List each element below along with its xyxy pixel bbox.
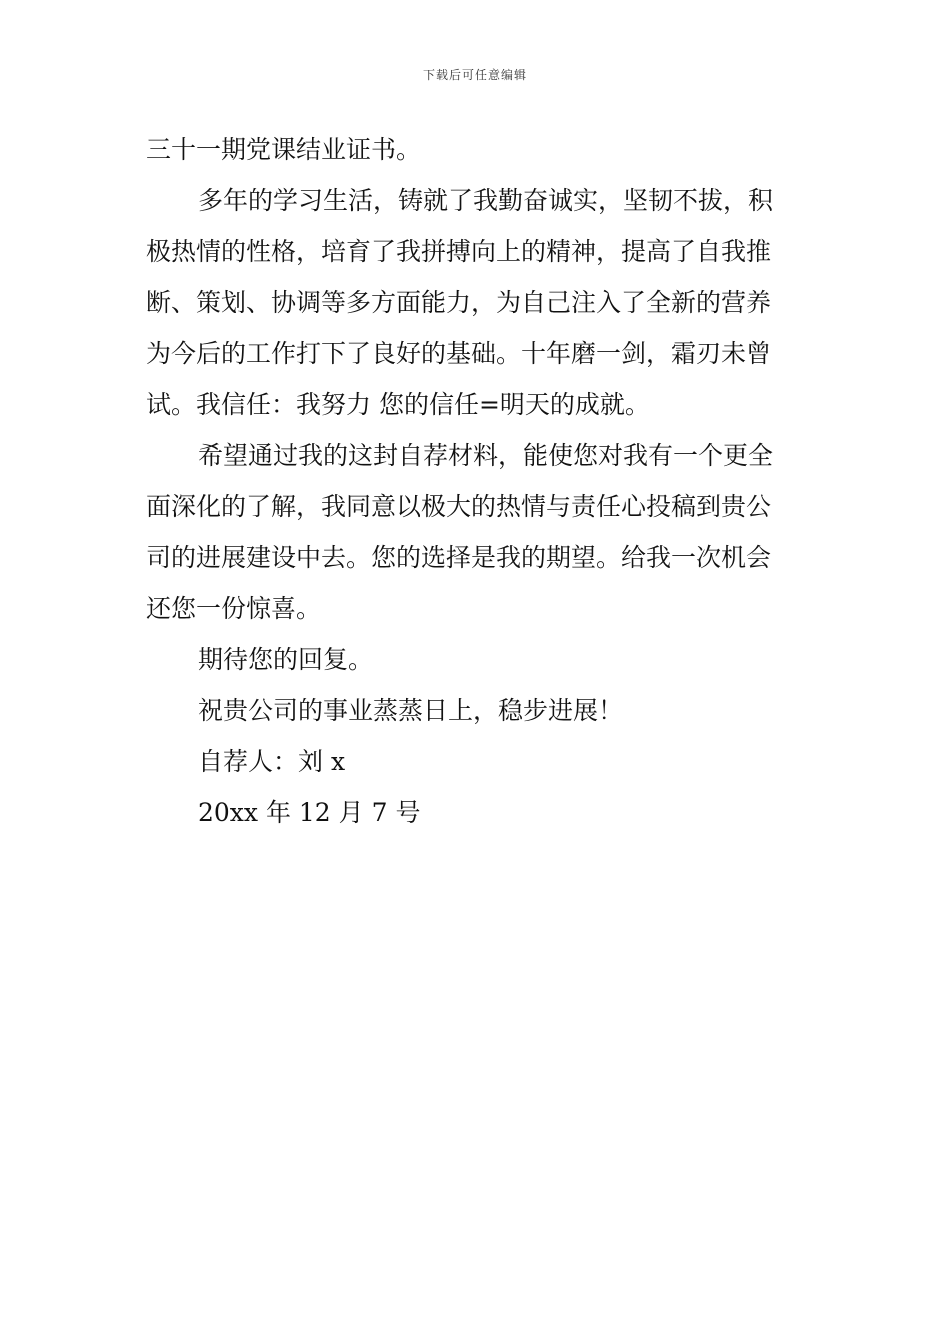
text-line: 希望通过我的这封自荐材料，能使您对我有一个更全 bbox=[198, 441, 774, 470]
text-line: 断、策划、协调等多方面能力，为自己注入了全新的营养 bbox=[146, 288, 772, 317]
text-line: 极热情的性格，培育了我拼搏向上的精神，提高了自我推 bbox=[146, 237, 772, 266]
closing-line: 期待您的回复。 bbox=[198, 645, 374, 674]
text-line: 为今后的工作打下了良好的基础。十年磨一剑，霜刃未曾 bbox=[146, 339, 772, 368]
text-line: 试。我信任：我努力 您的信任=明天的成就。 bbox=[146, 390, 650, 419]
letter-body bbox=[146, 124, 806, 838]
signature-line: 自荐人：刘 x bbox=[198, 747, 346, 776]
text-line: 面深化的了解，我同意以极大的热情与责任心投稿到贵公 bbox=[146, 492, 772, 521]
paragraph-self-description bbox=[146, 175, 806, 430]
date-line: 20xx 年 12 月 7 号 bbox=[198, 798, 421, 827]
page-header-note: 下载后可任意编辑 bbox=[422, 68, 527, 82]
text-line: 多年的学习生活，铸就了我勤奋诚实，坚韧不拔，积 bbox=[198, 186, 774, 215]
paragraph-hope bbox=[146, 430, 806, 634]
text-line: 司的进展建设中去。您的选择是我的期望。给我一次机会 bbox=[146, 543, 772, 572]
text-line: 还您一份惊喜。 bbox=[146, 594, 322, 623]
wishes-line: 祝贵公司的事业蒸蒸日上，稳步进展！ bbox=[198, 696, 624, 725]
paragraph-certificate-line: 三十一期党课结业证书。 bbox=[146, 135, 422, 164]
